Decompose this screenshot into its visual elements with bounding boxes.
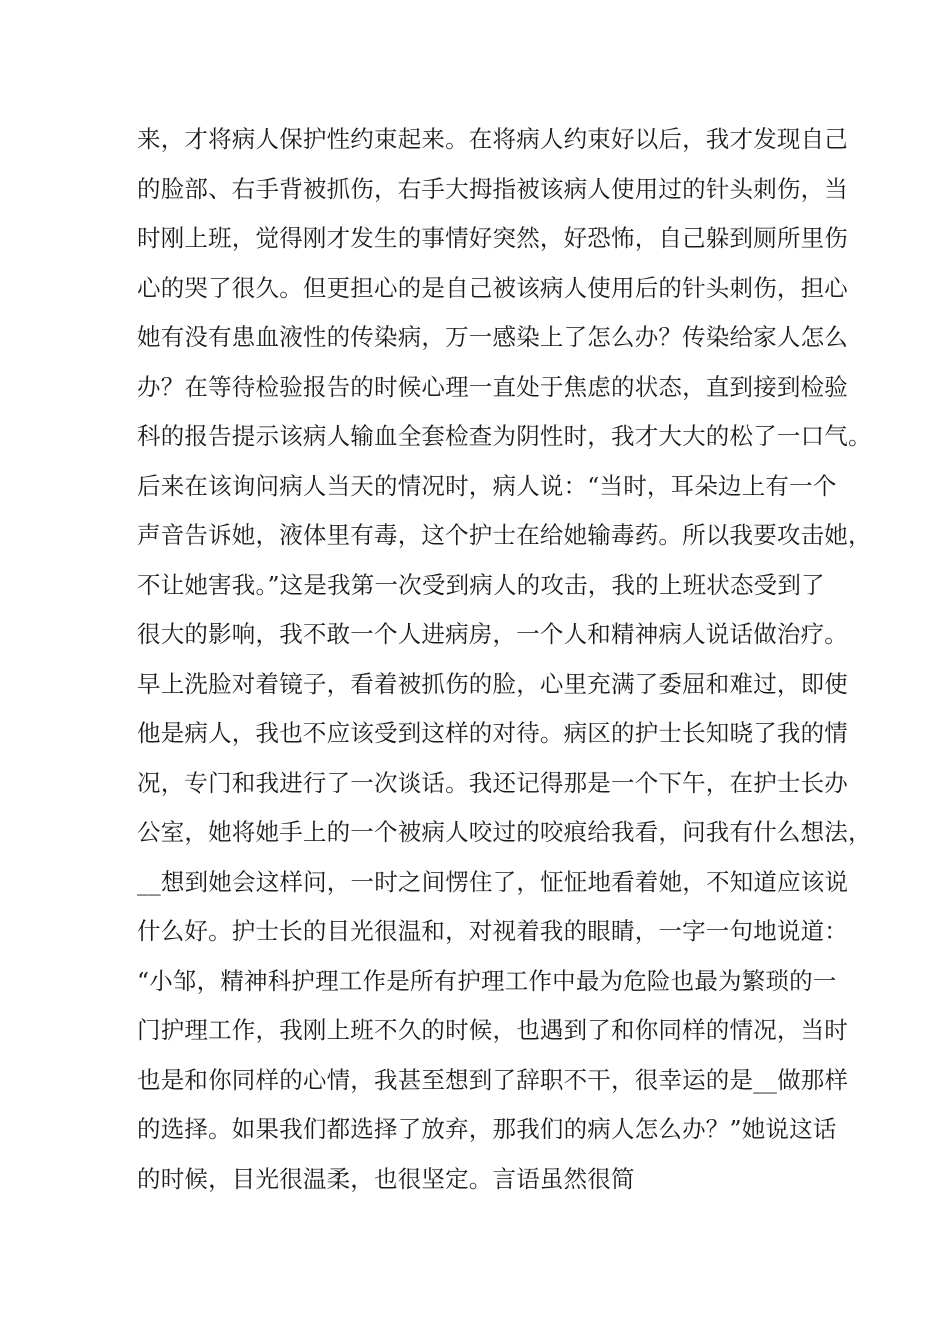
text-line: 的时候，目光很温柔，也很坚定。言语虽然很简	[137, 1164, 635, 1193]
text-line: 来，才将病人保护性约束起来。在将病人约束好以后，我才发现自己	[137, 125, 848, 153]
text-line: “小邹，精神科护理工作是所有护理工作中最为危险也最为繁琐的一	[137, 966, 837, 995]
text-line: 公室，她将她手上的一个被病人咬过的咬痕给我看，问我有什么想法，	[137, 818, 872, 846]
text-line: 时刚上班，觉得刚才发生的事情好突然，好恐怖，自己躲到厕所里伤	[137, 224, 848, 252]
text-line: 的脸部、右手背被抓伤，右手大拇指被该病人使用过的针头刺伤，当	[137, 174, 848, 203]
text-line: 门护理工作，我刚上班不久的时候，也遇到了和你同样的情况，当时	[137, 1016, 848, 1044]
text-line: 什么好。护士长的目光很温和，对视着我的眼睛，一字一句地说道：	[137, 917, 848, 945]
text-line: 的选择。如果我们都选择了放弃，那我们的病人怎么办？”她说这话	[137, 1115, 837, 1143]
text-line: 声音告诉她，液体里有毒，这个护士在给她输毒药。所以我要攻击她，	[137, 521, 872, 549]
text-line: 她有没有患血液性的传染病，万一感染上了怎么办？传染给家人怎么	[137, 323, 848, 351]
text-line: 后来在该询问病人当天的情况时，病人说：“当时，耳朵边上有一个	[137, 471, 837, 500]
text-line: 早上洗脸对着镜子，看着被抓伤的脸，心里充满了委屈和难过，即使	[137, 669, 848, 698]
text-line: 不让她害我。”这是我第一次受到病人的攻击，我的上班状态受到了	[137, 570, 825, 599]
text-line: __想到她会这样问，一时之间愣住了，怔怔地看着她，不知道应该说	[137, 867, 849, 896]
text-line: 办？在等待检验报告的时候心理一直处于焦虑的状态，直到接到检验	[137, 372, 848, 401]
text-line: 科的报告提示该病人输血全套检查为阴性时，我才大大的松了一口气。	[137, 422, 872, 450]
text-line: 他是病人，我也不应该受到这样的对待。病区的护士长知晓了我的情	[137, 719, 848, 747]
text-line: 心的哭了很久。但更担心的是自己被该病人使用后的针头刺伤，担心	[137, 273, 848, 302]
text-line: 况，专门和我进行了一次谈话。我还记得那是一个下午，在护士长办	[137, 768, 848, 797]
text-line: 很大的影响，我不敢一个人进病房，一个人和精神病人说话做治疗。	[137, 620, 848, 648]
body-text	[137, 120, 872, 1209]
text-line: 也是和你同样的心情，我甚至想到了辞职不干，很幸运的是__做那样	[137, 1065, 849, 1094]
